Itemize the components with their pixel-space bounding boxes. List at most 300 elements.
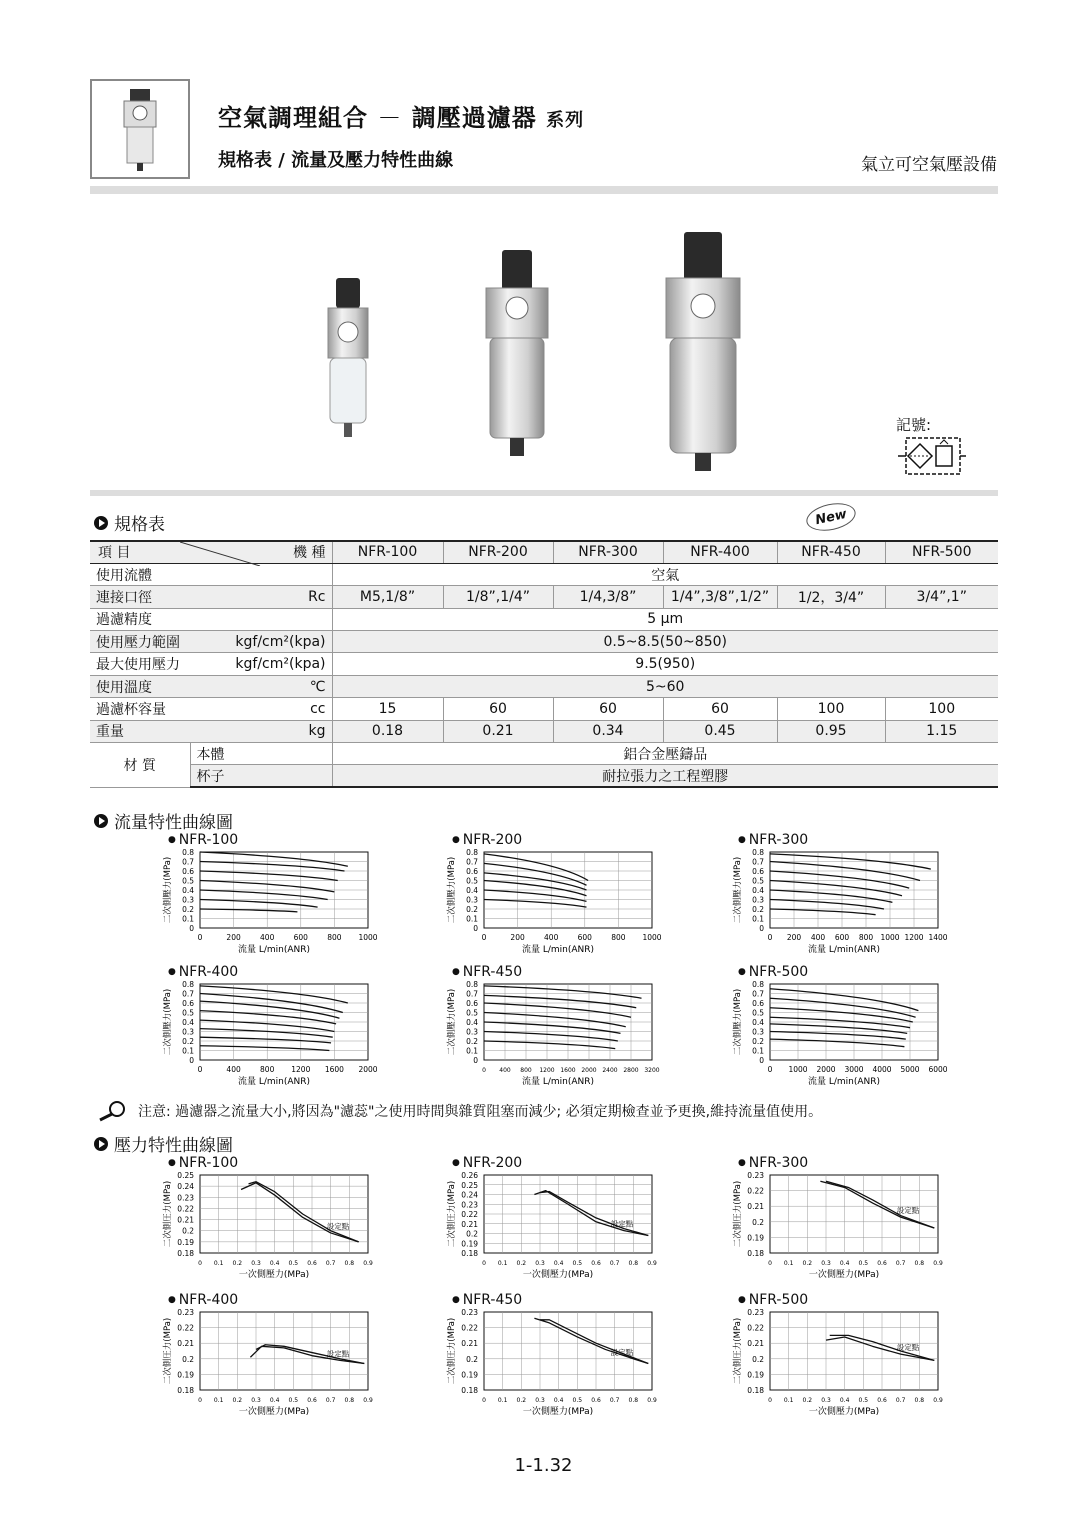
chart-svg bbox=[444, 848, 694, 976]
x-tick-label: 0.8 bbox=[344, 1260, 355, 1267]
y-tick-label: 0.23 bbox=[177, 1193, 194, 1203]
flow-curve bbox=[200, 909, 297, 912]
chart-svg bbox=[160, 1171, 410, 1299]
x-tick-label: 0.4 bbox=[269, 1260, 280, 1267]
x-tick-label: 0.4 bbox=[839, 1260, 850, 1267]
x-tick-label: 400 bbox=[810, 933, 826, 942]
x-tick-label: 1200 bbox=[291, 1065, 311, 1074]
y-tick-label: 0.2 bbox=[182, 1354, 194, 1364]
chart-flow-nfr-400 bbox=[160, 964, 410, 1112]
y-tick-label: 0.5 bbox=[752, 1008, 764, 1018]
chart-title: ● NFR-100 bbox=[168, 832, 410, 848]
x-tick-label: 0.2 bbox=[516, 1397, 527, 1404]
flow-curve bbox=[200, 900, 318, 908]
x-tick-label: 400 bbox=[499, 1067, 511, 1074]
bullet-arrow-icon bbox=[94, 814, 108, 828]
x-tick-label: 0.1 bbox=[783, 1397, 794, 1404]
x-tick-label: 0.7 bbox=[895, 1397, 906, 1404]
x-tick-label: 0.3 bbox=[535, 1260, 545, 1267]
set-point-label: 設定點 bbox=[326, 1221, 350, 1231]
y-tick-label: 0.1 bbox=[752, 1046, 764, 1056]
chart-svg bbox=[444, 980, 694, 1108]
y-axis-label: 二次側圧力(MPa) bbox=[447, 1317, 457, 1385]
y-tick-label: 0.22 bbox=[461, 1210, 478, 1219]
chart-svg bbox=[444, 1308, 694, 1436]
table-header-row bbox=[90, 541, 998, 563]
x-tick-label: 0.6 bbox=[877, 1397, 887, 1404]
x-tick-label: 800 bbox=[327, 933, 342, 942]
x-tick-label: 2800 bbox=[623, 1067, 639, 1074]
pressure-curve bbox=[540, 1192, 648, 1236]
x-tick-label: 0.3 bbox=[251, 1397, 261, 1404]
pressure-curve bbox=[249, 1182, 359, 1242]
x-tick-label: 0.9 bbox=[363, 1260, 373, 1267]
flow-curve bbox=[484, 900, 586, 908]
x-tick-label: 0.4 bbox=[269, 1397, 280, 1404]
set-point-label: 設定點 bbox=[326, 1349, 350, 1359]
x-axis-label: 流量 L/min(ANR) bbox=[521, 945, 595, 955]
symbol-label: 記號: bbox=[896, 416, 932, 434]
x-tick-label: 0.1 bbox=[497, 1260, 508, 1267]
x-tick-label: 0.1 bbox=[213, 1397, 224, 1404]
y-tick-label: 0.8 bbox=[752, 980, 764, 989]
x-axis-label: 一次側壓力(MPa) bbox=[238, 1270, 310, 1280]
x-tick-label: 0 bbox=[197, 1065, 203, 1074]
flow-curve bbox=[484, 1032, 618, 1042]
y-tick-label: 0.2 bbox=[182, 1037, 194, 1046]
x-tick-label: 0 bbox=[767, 933, 773, 942]
y-tick-label: 0.5 bbox=[182, 876, 194, 886]
x-tick-label: 400 bbox=[226, 1065, 241, 1074]
set-point-label: 設定點 bbox=[896, 1343, 920, 1353]
y-tick-label: 0.22 bbox=[177, 1323, 194, 1333]
model-cell: NFR-300 bbox=[553, 541, 663, 563]
y-tick-label: 0.6 bbox=[182, 999, 194, 1008]
y-tick-label: 0.8 bbox=[466, 848, 478, 857]
y-tick-label: 0.2 bbox=[182, 905, 194, 914]
chart-flow-nfr-100 bbox=[160, 832, 410, 980]
x-tick-label: 0.7 bbox=[895, 1260, 906, 1267]
chart-svg bbox=[444, 1171, 694, 1299]
plot-frame bbox=[200, 1175, 368, 1253]
y-tick-label: 0.8 bbox=[752, 848, 764, 857]
x-tick-label: 2000 bbox=[581, 1067, 597, 1074]
y-tick-label: 0.4 bbox=[182, 1018, 194, 1027]
x-tick-label: 0.6 bbox=[877, 1260, 887, 1267]
set-point-label: 設定點 bbox=[610, 1219, 634, 1229]
x-tick-label: 0.5 bbox=[288, 1397, 299, 1404]
x-tick-label: 0 bbox=[482, 1397, 486, 1404]
flow-curve bbox=[770, 1008, 913, 1022]
y-tick-label: 0.5 bbox=[466, 1008, 478, 1018]
nfr-300-photo bbox=[666, 232, 740, 471]
x-tick-label: 0.2 bbox=[232, 1397, 243, 1404]
x-tick-label: 0.5 bbox=[858, 1397, 869, 1404]
x-tick-label: 1200 bbox=[904, 933, 924, 942]
x-axis-label: 一次側壓力(MPa) bbox=[238, 1407, 310, 1417]
y-axis-label: 二次側壓力(MPa) bbox=[447, 856, 457, 924]
y-tick-label: 0.2 bbox=[466, 905, 478, 914]
y-axis-label: 二次側壓力(MPa) bbox=[733, 856, 743, 924]
chart-pressure-nfr-500 bbox=[730, 1292, 980, 1440]
y-tick-label: 0.7 bbox=[752, 989, 764, 999]
product-photos bbox=[320, 228, 760, 473]
y-tick-label: 0.19 bbox=[461, 1239, 478, 1249]
x-tick-label: 0.8 bbox=[914, 1260, 925, 1267]
y-tick-label: 0.26 bbox=[461, 1171, 478, 1180]
x-tick-label: 0 bbox=[482, 1260, 486, 1267]
spec-heading: 規格表 bbox=[94, 510, 165, 535]
chart-title: ● NFR-300 bbox=[738, 832, 980, 848]
y-tick-label: 0.5 bbox=[182, 1008, 194, 1018]
flow-curve bbox=[770, 1039, 904, 1047]
table-row: 使用流體 空氣 bbox=[90, 563, 998, 585]
chart-pressure-nfr-450 bbox=[444, 1292, 694, 1440]
y-tick-label: 0.2 bbox=[752, 1037, 764, 1046]
y-tick-label: 0.2 bbox=[752, 905, 764, 914]
y-axis-label: 二次側圧力(MPa) bbox=[733, 1180, 743, 1248]
y-tick-label: 0.1 bbox=[752, 914, 764, 924]
x-tick-label: 0.3 bbox=[821, 1397, 831, 1404]
y-tick-label: 0.2 bbox=[466, 1229, 478, 1239]
x-tick-label: 0.9 bbox=[363, 1397, 373, 1404]
flow-curve bbox=[484, 1003, 631, 1017]
table-row: 過濾精度 5 μm bbox=[90, 608, 998, 630]
chart-title: ● NFR-200 bbox=[452, 832, 694, 848]
y-tick-label: 0.2 bbox=[752, 1354, 764, 1364]
y-tick-label: 0.24 bbox=[177, 1182, 194, 1192]
x-tick-label: 0.3 bbox=[535, 1397, 545, 1404]
x-tick-label: 0.3 bbox=[821, 1260, 831, 1267]
chart-title: ● NFR-500 bbox=[738, 964, 980, 980]
x-tick-label: 0.1 bbox=[497, 1397, 508, 1404]
y-tick-label: 0.25 bbox=[177, 1171, 194, 1180]
x-tick-label: 0.6 bbox=[307, 1397, 317, 1404]
x-tick-label: 0.6 bbox=[591, 1397, 601, 1404]
x-tick-label: 200 bbox=[510, 933, 525, 942]
y-tick-label: 0.23 bbox=[461, 1200, 478, 1210]
table-row: 杯子 耐拉張力之工程塑膠 bbox=[90, 765, 998, 787]
x-tick-label: 2400 bbox=[602, 1067, 618, 1074]
nfr-200-photo bbox=[486, 250, 548, 456]
flow-heading: 流量特性曲線圖 bbox=[94, 808, 233, 833]
y-axis-label: 二次側圧力(MPa) bbox=[447, 1180, 457, 1248]
chart-svg bbox=[160, 1308, 410, 1436]
header-divider bbox=[90, 186, 998, 194]
x-axis-label: 一次側壓力(MPa) bbox=[808, 1407, 880, 1417]
chart-svg bbox=[730, 848, 980, 976]
x-tick-label: 1200 bbox=[539, 1067, 555, 1074]
y-axis-label: 二次側圧力(MPa) bbox=[163, 1317, 173, 1385]
x-tick-label: 3000 bbox=[844, 1065, 864, 1074]
y-tick-label: 0.4 bbox=[466, 1018, 478, 1027]
y-tick-label: 0.6 bbox=[466, 999, 478, 1008]
head-item: 項 目 bbox=[90, 541, 190, 563]
pressure-heading: 壓力特性曲線圖 bbox=[94, 1131, 233, 1156]
x-tick-label: 600 bbox=[577, 933, 592, 942]
product-thumbnail bbox=[90, 79, 190, 179]
y-tick-label: 0.6 bbox=[182, 867, 194, 876]
flow-curve bbox=[770, 1017, 910, 1027]
x-tick-label: 800 bbox=[611, 933, 626, 942]
table-row: 過濾杯容量 cc 15 60 60 60 100 100 bbox=[90, 698, 998, 720]
x-tick-label: 0.7 bbox=[609, 1397, 620, 1404]
magnifier-icon bbox=[98, 1100, 128, 1122]
y-tick-label: 0.2 bbox=[466, 1037, 478, 1046]
set-point-label: 設定點 bbox=[896, 1206, 920, 1216]
x-tick-label: 0.3 bbox=[251, 1260, 261, 1267]
x-tick-label: 600 bbox=[293, 933, 308, 942]
x-tick-label: 0.8 bbox=[628, 1260, 639, 1267]
filter-regulator-symbol-icon bbox=[896, 434, 968, 478]
y-tick-label: 0.1 bbox=[466, 914, 478, 924]
y-axis-label: 二次側圧力(MPa) bbox=[733, 1317, 743, 1385]
y-tick-label: 0.6 bbox=[752, 999, 764, 1008]
x-tick-label: 6000 bbox=[928, 1065, 948, 1074]
x-tick-label: 5000 bbox=[900, 1065, 920, 1074]
chart-flow-nfr-450 bbox=[444, 964, 694, 1112]
y-tick-label: 0.19 bbox=[177, 1237, 194, 1247]
y-tick-label: 0.3 bbox=[182, 1027, 194, 1037]
x-tick-label: 1600 bbox=[324, 1065, 344, 1074]
y-tick-label: 0.19 bbox=[461, 1370, 478, 1380]
y-tick-label: 0.2 bbox=[466, 1354, 478, 1364]
spec-table bbox=[90, 540, 998, 788]
x-tick-label: 1400 bbox=[928, 933, 948, 942]
section-divider bbox=[90, 490, 998, 496]
x-tick-label: 0 bbox=[482, 1067, 486, 1074]
y-tick-label: 0.23 bbox=[747, 1308, 764, 1317]
y-axis-label: 二次側壓力(MPa) bbox=[163, 856, 173, 924]
chart-pressure-nfr-400 bbox=[160, 1292, 410, 1440]
page-number: 1-1.32 bbox=[514, 1455, 573, 1476]
flow-curve bbox=[200, 871, 338, 881]
x-tick-label: 400 bbox=[260, 933, 275, 942]
y-tick-label: 0.21 bbox=[461, 1219, 478, 1229]
table-row: 重量 kg 0.18 0.21 0.34 0.45 0.95 1.15 bbox=[90, 720, 998, 742]
y-tick-label: 0.21 bbox=[461, 1339, 478, 1349]
y-tick-label: 0.23 bbox=[461, 1308, 478, 1317]
y-tick-label: 0.22 bbox=[177, 1204, 194, 1214]
y-tick-label: 0.7 bbox=[182, 989, 194, 999]
x-tick-label: 200 bbox=[786, 933, 802, 942]
table-row: 使用溫度 ℃ 5~60 bbox=[90, 675, 998, 697]
x-tick-label: 0.9 bbox=[647, 1260, 657, 1267]
x-tick-label: 0.6 bbox=[591, 1260, 601, 1267]
x-tick-label: 0.1 bbox=[783, 1260, 794, 1267]
chart-pressure-nfr-100 bbox=[160, 1155, 410, 1303]
new-badge: New bbox=[804, 499, 858, 535]
flow-curve bbox=[770, 900, 884, 910]
page-subtitle: 規格表 / 流量及壓力特性曲線 bbox=[218, 150, 454, 171]
y-tick-label: 0 bbox=[759, 924, 764, 933]
x-tick-label: 0.5 bbox=[572, 1260, 583, 1267]
x-tick-label: 800 bbox=[520, 1067, 532, 1074]
chart-svg bbox=[730, 1171, 980, 1299]
y-tick-label: 0.3 bbox=[752, 1027, 764, 1037]
x-tick-label: 0.1 bbox=[213, 1260, 224, 1267]
flow-curve bbox=[200, 1037, 331, 1043]
bullet-arrow-icon bbox=[94, 516, 108, 530]
y-tick-label: 0.18 bbox=[461, 1386, 478, 1395]
x-tick-label: 2000 bbox=[358, 1065, 378, 1074]
x-axis-label: 流量 L/min(ANR) bbox=[807, 945, 881, 955]
x-axis-label: 流量 L/min(ANR) bbox=[237, 1077, 311, 1087]
chart-svg bbox=[160, 980, 410, 1108]
chart-svg bbox=[730, 1308, 980, 1436]
y-tick-label: 0.6 bbox=[466, 867, 478, 876]
pressure-curve bbox=[534, 1191, 648, 1236]
x-tick-label: 0.7 bbox=[325, 1260, 336, 1267]
chart-svg bbox=[730, 980, 980, 1108]
y-tick-label: 0.1 bbox=[466, 1046, 478, 1056]
y-tick-label: 0.19 bbox=[177, 1370, 194, 1380]
x-tick-label: 0.8 bbox=[628, 1397, 639, 1404]
y-tick-label: 0.24 bbox=[461, 1190, 478, 1200]
y-tick-label: 0.4 bbox=[752, 886, 764, 895]
pressure-curve bbox=[826, 1181, 934, 1228]
table-row: 連接口徑 Rc M5,1/8” 1/8”,1/4” 1/4,3/8” 1/4”,3/8”,1/2” 1/2，3/4” 3/4”,1” bbox=[90, 586, 998, 608]
y-axis-label: 二次側壓力(MPa) bbox=[447, 988, 457, 1056]
y-tick-label: 0.3 bbox=[466, 1027, 478, 1037]
model-cell: NFR-200 bbox=[443, 541, 553, 563]
y-tick-label: 0.19 bbox=[747, 1233, 764, 1243]
x-axis-label: 一次側壓力(MPa) bbox=[522, 1407, 594, 1417]
x-axis-label: 流量 L/min(ANR) bbox=[521, 1077, 595, 1087]
x-axis-label: 流量 L/min(ANR) bbox=[237, 945, 311, 955]
x-tick-label: 0 bbox=[768, 1397, 772, 1404]
x-tick-label: 0.7 bbox=[609, 1260, 620, 1267]
y-tick-label: 0.2 bbox=[182, 1226, 194, 1236]
x-axis-label: 一次側壓力(MPa) bbox=[522, 1270, 594, 1280]
flow-curve bbox=[770, 998, 916, 1017]
x-axis-label: 一次側壓力(MPa) bbox=[808, 1270, 880, 1280]
x-tick-label: 0 bbox=[197, 933, 203, 942]
y-tick-label: 0.21 bbox=[177, 1215, 194, 1225]
y-tick-label: 0.8 bbox=[182, 848, 194, 857]
x-tick-label: 0.9 bbox=[933, 1397, 943, 1404]
x-tick-label: 0.7 bbox=[325, 1397, 336, 1404]
y-tick-label: 0.3 bbox=[182, 895, 194, 905]
chart-title: ● NFR-500 bbox=[738, 1292, 980, 1308]
x-tick-label: 0.5 bbox=[858, 1260, 869, 1267]
y-tick-label: 0.22 bbox=[747, 1323, 764, 1333]
y-tick-label: 0.23 bbox=[747, 1171, 764, 1180]
x-axis-label: 流量 L/min(ANR) bbox=[807, 1077, 881, 1087]
x-tick-label: 0 bbox=[198, 1397, 202, 1404]
chart-title: ● NFR-450 bbox=[452, 964, 694, 980]
x-tick-label: 4000 bbox=[872, 1065, 892, 1074]
flow-curve bbox=[200, 1046, 329, 1051]
x-tick-label: 800 bbox=[858, 933, 874, 942]
y-tick-label: 0.4 bbox=[466, 886, 478, 895]
y-tick-label: 0.5 bbox=[752, 876, 764, 886]
x-tick-label: 600 bbox=[834, 933, 850, 942]
y-tick-label: 0.21 bbox=[747, 1339, 764, 1349]
x-tick-label: 0.8 bbox=[344, 1397, 355, 1404]
y-tick-label: 0.25 bbox=[461, 1180, 478, 1190]
chart-title: ● NFR-200 bbox=[452, 1155, 694, 1171]
y-tick-label: 0.21 bbox=[177, 1339, 194, 1349]
y-tick-label: 0.8 bbox=[182, 980, 194, 989]
x-tick-label: 3200 bbox=[644, 1067, 660, 1074]
head-model: 機 種 bbox=[190, 541, 332, 563]
y-tick-label: 0.18 bbox=[461, 1249, 478, 1258]
y-tick-label: 0.2 bbox=[752, 1217, 764, 1227]
y-tick-label: 0.1 bbox=[182, 1046, 194, 1056]
x-tick-label: 2000 bbox=[816, 1065, 836, 1074]
y-tick-label: 0.18 bbox=[747, 1249, 764, 1258]
x-tick-label: 0.5 bbox=[288, 1260, 299, 1267]
y-axis-label: 二次側壓力(MPa) bbox=[733, 988, 743, 1056]
flow-curve bbox=[484, 854, 588, 881]
x-tick-label: 200 bbox=[226, 933, 241, 942]
flow-curve bbox=[200, 890, 328, 900]
flow-curve bbox=[484, 995, 636, 1007]
x-tick-label: 0.2 bbox=[802, 1260, 813, 1267]
y-tick-label: 0.3 bbox=[466, 895, 478, 905]
chart-title: ● NFR-100 bbox=[168, 1155, 410, 1171]
x-tick-label: 800 bbox=[260, 1065, 275, 1074]
y-tick-label: 0.7 bbox=[466, 857, 478, 867]
chart-title: ● NFR-400 bbox=[168, 964, 410, 980]
y-tick-label: 0.7 bbox=[466, 989, 478, 999]
x-tick-label: 0.9 bbox=[933, 1260, 943, 1267]
y-tick-label: 0.22 bbox=[461, 1323, 478, 1333]
model-cell: NFR-400 bbox=[663, 541, 777, 563]
x-tick-label: 0 bbox=[481, 933, 487, 942]
y-tick-label: 0.4 bbox=[182, 886, 194, 895]
x-tick-label: 1000 bbox=[788, 1065, 808, 1074]
note: 注意: 過濾器之流量大小,將因為"濾蕊"之使用時間與雜質阻塞而減少; 必須定期檢查並予更換,維持流量值使用。 bbox=[98, 1100, 822, 1122]
y-tick-label: 0.18 bbox=[177, 1386, 194, 1395]
chart-flow-nfr-300 bbox=[730, 832, 980, 980]
y-tick-label: 0.19 bbox=[747, 1370, 764, 1380]
chart-pressure-nfr-200 bbox=[444, 1155, 694, 1303]
flow-curve bbox=[200, 862, 344, 872]
y-tick-label: 0.21 bbox=[747, 1202, 764, 1212]
chart-title: ● NFR-400 bbox=[168, 1292, 410, 1308]
flow-curve bbox=[484, 1041, 615, 1049]
x-tick-label: 0.4 bbox=[553, 1260, 564, 1267]
y-tick-label: 0 bbox=[189, 1056, 194, 1065]
y-tick-label: 0.7 bbox=[752, 857, 764, 867]
nfr-100-photo bbox=[328, 278, 368, 437]
set-point-label: 設定點 bbox=[610, 1347, 634, 1357]
model-cell: NFR-500 bbox=[885, 541, 998, 563]
chart-svg bbox=[160, 848, 410, 976]
x-tick-label: 0 bbox=[767, 1065, 773, 1074]
x-tick-label: 0.2 bbox=[802, 1397, 813, 1404]
x-tick-label: 0.9 bbox=[647, 1397, 657, 1404]
y-tick-label: 0.3 bbox=[752, 895, 764, 905]
y-tick-label: 0.6 bbox=[752, 867, 764, 876]
x-tick-label: 0.2 bbox=[516, 1260, 527, 1267]
flow-curve bbox=[200, 1029, 333, 1038]
table-row: 使用壓力範圍 kgf/cm²(kpa) 0.5~8.5(50~850) bbox=[90, 631, 998, 653]
y-tick-label: 0 bbox=[473, 924, 478, 933]
x-tick-label: 0 bbox=[768, 1260, 772, 1267]
x-tick-label: 1000 bbox=[880, 933, 900, 942]
x-tick-label: 0.4 bbox=[553, 1397, 564, 1404]
y-tick-label: 0.18 bbox=[747, 1386, 764, 1395]
flow-curve bbox=[484, 1013, 626, 1027]
chart-flow-nfr-200 bbox=[444, 832, 694, 980]
x-tick-label: 400 bbox=[544, 933, 559, 942]
y-tick-label: 0 bbox=[473, 1056, 478, 1065]
x-tick-label: 0.4 bbox=[839, 1397, 850, 1404]
y-axis-label: 二次側壓力(MPa) bbox=[163, 988, 173, 1056]
